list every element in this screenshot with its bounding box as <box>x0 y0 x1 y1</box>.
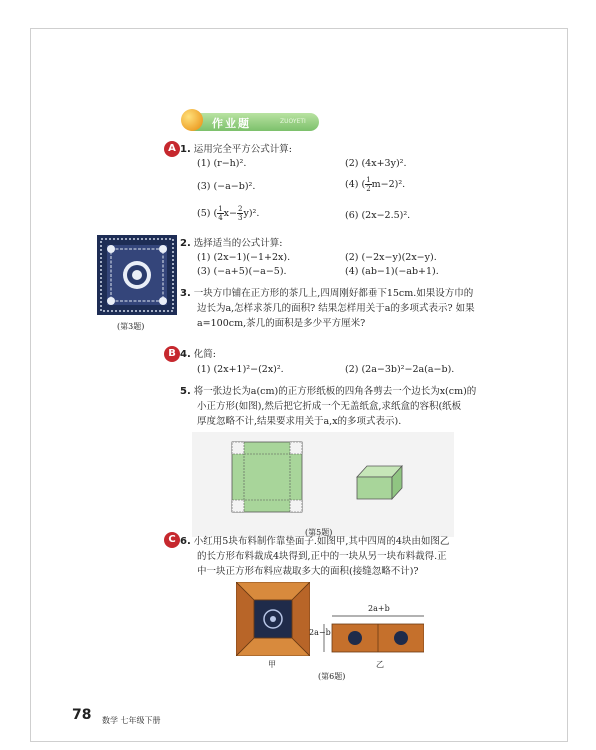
section-c-badge: C <box>164 532 180 548</box>
q2-item-1: (1) (2x−1)(−1+2x). <box>197 252 291 263</box>
q5-figure <box>192 432 454 542</box>
q1-item-5-suffix: y)². <box>243 208 260 219</box>
q1-item-3: (3) (−a−b)². <box>197 181 256 192</box>
q4-item-1: (1) (2x+1)²−(2x)². <box>197 364 284 375</box>
q1-item-6: (6) (2x−2.5)². <box>345 210 411 221</box>
q2-item-3: (3) (−a+5)(−a−5). <box>197 266 287 277</box>
header-pinyin: ZUOYETI <box>280 118 306 125</box>
q5-caption: (第5题) <box>305 528 333 537</box>
q4-stem: 化简: <box>193 349 216 360</box>
book-title: 数学 七年级下册 <box>102 716 161 725</box>
q6-figure-jia <box>236 582 310 656</box>
q6-line-3: 中一块正方形布料应裁取多大的面积(接缝忽略不计)? <box>197 566 419 577</box>
q6-text-1: 小红用5块布料制作靠垫面子.如图甲,其中四周的4块由如图乙 <box>193 536 450 547</box>
q6-line-2: 的长方形布料裁成4块得到,正中的一块从另一块布料裁得.正 <box>197 551 447 562</box>
q3-line-2: 边长为a,怎样求茶几的面积? 结果怎样用关于a的多项式表示? 如果 <box>197 303 475 314</box>
q1-item-4-suffix: m−2)². <box>371 179 406 190</box>
q2-stem: 选择适当的公式计算: <box>193 238 283 249</box>
dim-side-label: 2a−b <box>309 628 331 637</box>
fraction-numerator: 1 <box>218 205 223 213</box>
q1-item-5-prefix: (5) ( <box>197 208 218 219</box>
fraction-numerator: 2 <box>237 205 243 213</box>
page-number: 78 <box>72 707 92 723</box>
q6-figure-yi <box>320 612 424 656</box>
kerchief-image <box>97 235 177 315</box>
q5-line-2: 小正方形(如图),然后把它折成一个无盖纸盒,求纸盒的容积(纸板 <box>197 401 462 412</box>
fraction-denominator: 2 <box>366 185 371 193</box>
q1-item-5-middle: x− <box>223 208 237 219</box>
q6-line-1 <box>180 535 449 548</box>
header-title: 作业题 <box>212 117 251 130</box>
q5-number: 5. <box>180 386 191 397</box>
q1-stem: 运用完全平方公式计算: <box>193 144 292 155</box>
q4-line <box>180 348 216 361</box>
q3-line-1 <box>180 287 473 300</box>
q1-item-5 <box>197 205 259 222</box>
fraction-denominator: 3 <box>237 214 243 222</box>
q6-caption: (第6题) <box>318 672 346 681</box>
q2-number: 2. <box>180 238 191 249</box>
q3-text-1: 一块方巾铺在正方形的茶几上,四周刚好都垂下15cm.如果设方巾的 <box>193 288 474 299</box>
q6-number: 6. <box>180 536 191 547</box>
q1-item-1: (1) (r−h)². <box>197 158 247 169</box>
q4-number: 4. <box>180 349 191 360</box>
homework-header-bar <box>184 113 319 131</box>
q5-line-1 <box>180 385 476 398</box>
dim-top-label: 2a+b <box>368 604 390 613</box>
label-jia: 甲 <box>268 660 276 669</box>
fraction-numerator: 1 <box>366 176 371 184</box>
q3-number: 3. <box>180 288 191 299</box>
q3-line-3: a=100cm,茶几的面积是多少平方厘米? <box>197 318 366 329</box>
fraction-denominator: 4 <box>218 214 223 222</box>
q4-item-2: (2) (2a−3b)²−2a(a−b). <box>345 364 455 375</box>
q5-text-1: 将一张边长为a(cm)的正方形纸板的四角各剪去一个边长为x(cm)的 <box>193 386 477 397</box>
q5-line-3: 厚度忽略不计,结果要求用关于a,x的多项式表示). <box>197 416 402 427</box>
header-ball-icon <box>181 109 203 131</box>
q1-item-4-prefix: (4) ( <box>345 179 366 190</box>
section-b-badge: B <box>164 346 180 362</box>
q1-item-4 <box>345 176 405 193</box>
q3-caption: (第3题) <box>117 322 145 331</box>
q1-number: 1. <box>180 144 191 155</box>
q2-item-2: (2) (−2x−y)(2x−y). <box>345 252 437 263</box>
q1-line <box>180 143 292 156</box>
q1-item-2: (2) (4x+3y)². <box>345 158 407 169</box>
section-a-badge: A <box>164 141 180 157</box>
q2-item-4: (4) (ab−1)(−ab+1). <box>345 266 439 277</box>
q2-line <box>180 237 283 250</box>
label-yi: 乙 <box>376 660 384 669</box>
